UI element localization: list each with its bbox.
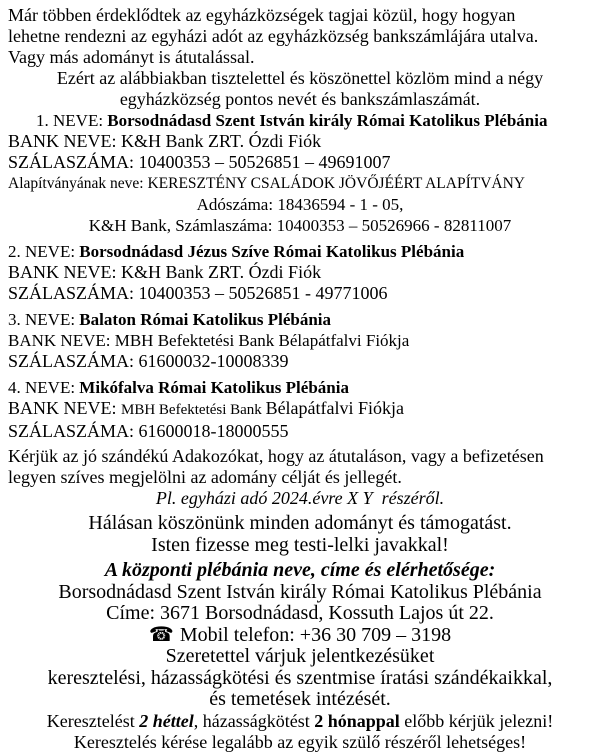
parish-label: 1. NEVE: <box>36 111 108 130</box>
donation-request <box>8 446 592 509</box>
invitation-line: keresztelési, házasságkötési és szentmise íratási szándékaikkal, <box>47 666 553 689</box>
thanks-line: Isten fizesse meg testi-lelki javakkal! <box>151 533 449 556</box>
deadline-notice-line <box>8 711 592 732</box>
parish-entry-3 <box>8 309 592 372</box>
baptism-parent-notice-line: Keresztelés kérése legalább az egyik szülő részéről lehetséges! <box>73 731 527 752</box>
notice-suffix: előbb kérjük jelezni! <box>399 710 554 731</box>
central-parish-name: Borsodnádasd Szent István király Római Katolikus Plébánia <box>58 580 542 603</box>
parish-bank-line: BANK NEVE: K&H Bank ZRT. Ózdi Fiók <box>8 262 322 282</box>
invitation-line: Szeretettel várjuk jelentkezésüket <box>165 645 435 667</box>
intro-line: Már többen érdeklődtek az egyházközségek tagjai közül, hogy hogyan <box>8 5 516 25</box>
intro-paragraph <box>8 5 592 110</box>
phone-icon: ☎ <box>148 623 174 646</box>
invitation-block <box>8 646 592 711</box>
marriage-term: 2 hónappal <box>314 710 400 731</box>
notice-prefix: Keresztelést <box>46 710 140 731</box>
parish-label: 4. NEVE: <box>8 378 80 397</box>
invitation-line: és temetések intézését. <box>209 688 391 710</box>
parish-name-line <box>8 241 592 262</box>
intro-line: Vagy más adományt is átutalással. <box>8 47 255 67</box>
phone-number: Mobil telefon: +36 30 709 – 3198 <box>179 623 452 646</box>
notice-middle: , házasságkötést <box>193 710 315 731</box>
parish-entry-1 <box>8 110 592 236</box>
request-line: Kérjük az jó szándékú Adakozókat, hogy az átutaláson, vagy a befizetésen <box>8 446 544 466</box>
parish-label: 3. NEVE: <box>8 310 80 329</box>
parish-name: Borsodnádasd Szent István király Római Katolikus Plébánia <box>107 111 548 130</box>
intro-line: lehetne rendezni az egyházi adót az egyházközség bankszámlájára utalva. <box>8 26 539 46</box>
parish-name-line <box>8 309 592 330</box>
donation-example-line: Pl. egyházi adó 2024.évre X Y részéről. <box>155 488 445 508</box>
foundation-name-line: Alapítványának neve: KERESZTÉNY CSALÁDOK JÖVŐJÉÉRT ALAPÍTVÁNY <box>8 175 525 192</box>
thanks-block <box>8 513 592 556</box>
bank-line-small: MBH Befektetési Bank <box>121 402 266 418</box>
central-parish-heading: A központi plébánia neve, címe és elérhetősége: <box>104 559 496 581</box>
foundation-tax-line: Adószáma: 18436594 - 1 - 05, <box>196 195 404 214</box>
intro-centered-line: Ezért az alábbiakban tisztelettel és köszönettel közlöm mind a négy <box>56 68 544 88</box>
parish-name: Balaton Római Katolikus Plébánia <box>79 310 332 329</box>
parish-account-line: SZÁLASZÁMA: 61600018-18000555 <box>8 421 289 441</box>
foundation-account-line: K&H Bank, Számlaszáma: 10400353 – 50526966 - 82811007 <box>88 216 512 235</box>
parish-entry-4 <box>8 377 592 442</box>
parish-name-line <box>8 110 592 131</box>
parish-entry-2 <box>8 241 592 304</box>
parish-bank-line: BANK NEVE: MBH Befektetési Bank Bélapátfalvi Fiókja <box>8 331 410 350</box>
phone-line <box>8 625 592 647</box>
bank-line-suffix: Bélapátfalvi Fiókja <box>265 398 405 418</box>
central-parish-address: Címe: 3671 Borsodnádasd, Kossuth Lajos út 22. <box>106 602 494 624</box>
parish-name: Borsodnádasd Jézus Szíve Római Katolikus Plébánia <box>79 242 465 261</box>
parish-label: 2. NEVE: <box>8 242 80 261</box>
parish-account-line: SZÁLASZÁMA: 10400353 – 50526851 - 49771006 <box>8 283 388 303</box>
parish-bank-line: BANK NEVE: K&H Bank ZRT. Ózdi Fiók <box>8 131 322 151</box>
baptism-term: 2 héttel <box>139 710 194 731</box>
parish-account-line: SZÁLASZÁMA: 10400353 – 50526851 – 49691007 <box>8 152 391 172</box>
central-parish-block <box>8 560 592 646</box>
bank-line-prefix: BANK NEVE: <box>8 398 121 418</box>
parish-bank-line <box>8 398 592 421</box>
intro-centered-line: egyházközség pontos nevét és bankszámlaszámát. <box>119 89 481 109</box>
thanks-line: Hálásan köszönünk minden adományt és támogatást. <box>88 512 512 534</box>
notice-block <box>8 711 592 753</box>
parish-name: Mikófalva Római Katolikus Plébánia <box>79 378 349 397</box>
parish-name-line <box>8 377 592 398</box>
parish-account-line: SZÁLASZÁMA: 61600032-10008339 <box>8 351 289 371</box>
request-line: legyen szíves megjelölni az adomány célját és jellegét. <box>8 467 402 487</box>
